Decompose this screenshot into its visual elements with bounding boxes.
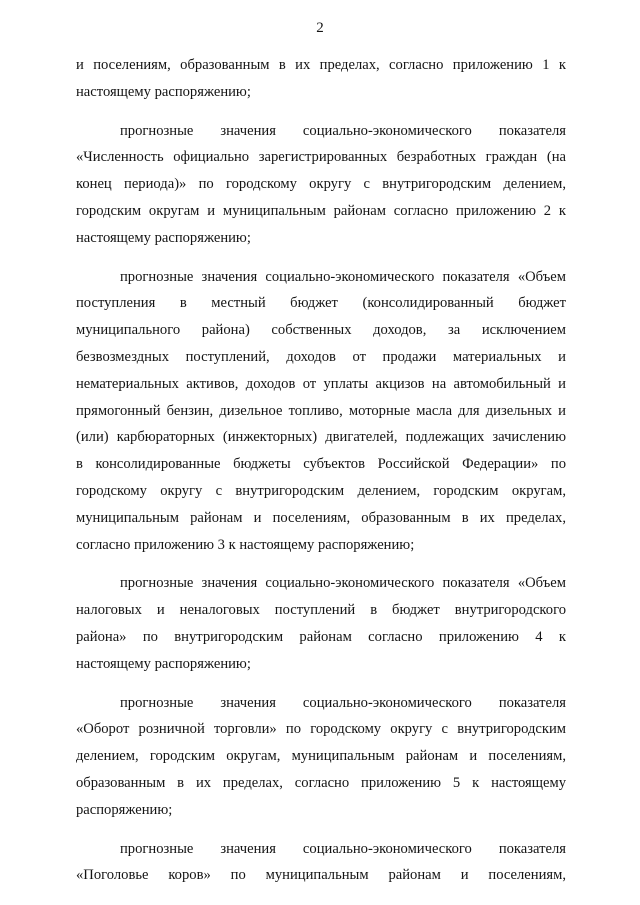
- text-line: прогнозные значения социально-экономического показателя: [120, 694, 566, 711]
- document-body: [76, 52, 566, 889]
- text-line: и поселениям, образованным в их пределах, согласно приложению 1 к: [76, 57, 566, 73]
- paragraph: [76, 118, 566, 252]
- text-line: прогнозные значения социально-экономического показателя «Объем: [120, 268, 566, 285]
- text-line: настоящему распоряжению;: [76, 229, 251, 246]
- text-line: настоящему распоряжению;: [76, 655, 251, 672]
- text-line: налоговых и неналоговых поступлений в бюджет внутригородского: [76, 602, 566, 619]
- text-line: городским округам и муниципальным районам согласно приложению 2 к: [76, 202, 566, 219]
- text-line: прогнозные значения социально-экономического показателя: [120, 122, 566, 139]
- text-line: (или) карбюраторных (инжекторных) двигателей, подлежащих зачислению: [76, 429, 566, 446]
- text-line: городскому округу с внутригородским делением, городским округам,: [76, 482, 566, 499]
- paragraph: [76, 570, 566, 677]
- text-line: муниципального района) собственных доходов, за исключением: [76, 322, 566, 339]
- text-line: прямогонный бензин, дизельное топливо, моторные масла для дизельных и: [76, 402, 566, 419]
- text-line: «Оборот розничной торговли» по городскому округу с внутригородским: [76, 721, 566, 738]
- text-line: образованным в их пределах, согласно приложению 5 к настоящему: [76, 774, 566, 791]
- text-line: настоящему распоряжению;: [76, 83, 251, 100]
- paragraph: [76, 52, 566, 106]
- text-line: прогнозные значения социально-экономического показателя «Объем: [120, 575, 566, 592]
- text-line: района» по внутригородским районам согласно приложению 4 к: [76, 628, 566, 645]
- text-line: муниципальным районам и поселениям, образованным в их пределах,: [76, 509, 566, 526]
- paragraph: [76, 264, 566, 559]
- text-line: согласно приложению 3 к настоящему распоряжению;: [76, 536, 415, 553]
- text-line: «Поголовье коров» по муниципальным районам и поселениям,: [76, 867, 566, 884]
- text-line: распоряжению;: [76, 801, 173, 818]
- page-number: 2: [316, 20, 324, 36]
- text-line: прогнозные значения социально-экономического показателя: [120, 840, 566, 857]
- text-line: нематериальных активов, доходов от уплаты акцизов на автомобильный и: [76, 375, 566, 392]
- paragraph: [76, 690, 566, 824]
- text-line: конец периода)» по городскому округу с внутригородским делением,: [76, 176, 566, 193]
- text-line: безвозмездных поступлений, доходов от продажи материальных и: [76, 348, 566, 365]
- paragraph: [76, 836, 566, 890]
- text-line: «Численность официально зарегистрированных безработных граждан (на: [76, 149, 566, 166]
- text-line: поступления в местный бюджет (консолидированный бюджет: [76, 295, 566, 312]
- text-line: в консолидированные бюджеты субъектов Российской Федерации» по: [76, 456, 566, 473]
- text-line: делением, городским округам, муниципальным районам и поселениям,: [76, 748, 566, 765]
